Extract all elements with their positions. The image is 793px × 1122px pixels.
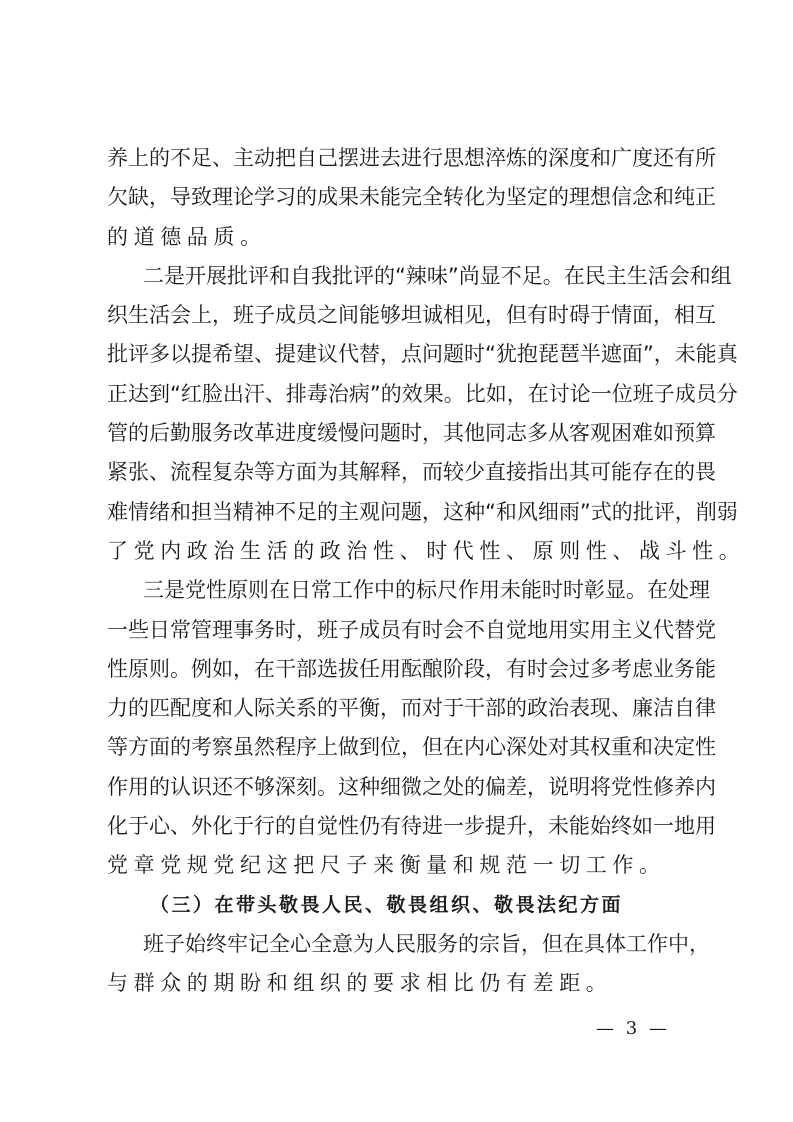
- text-line: 养上的不足、主动把自己摆进去进行思想淬炼的深度和广度还有所: [107, 146, 716, 170]
- text-line: 了党内政治生活的政治性、时代性、原则性、战斗性。: [107, 538, 746, 563]
- section-heading: [107, 886, 689, 925]
- text-line: 班子始终牢记全心全意为人民服务的宗旨，但在具体工作中，: [143, 931, 710, 956]
- text-line: 与群众的期盼和组织的要求相比仍有差距。: [107, 971, 613, 996]
- text-line: 织生活会上，班子成员之间能够坦诚相见，但有时碍于情面，相互: [107, 303, 716, 328]
- text-line: 紧张、流程复杂等方面为其解释，而较少直接指出其可能存在的畏: [107, 460, 716, 485]
- text-line: 管的后勤服务改革进度缓慢问题时，其他同志多从客观困难如预算: [107, 421, 716, 446]
- text-line: 力的匹配度和人际关系的平衡，而对于干部的政治表现、廉洁自律: [107, 696, 716, 721]
- text-line: 的道德品质。: [107, 224, 267, 249]
- text-line: 党章党规党纪这把尺子来衡量和规范一切工作。: [107, 853, 666, 878]
- paragraph: [107, 139, 716, 257]
- document-body: [107, 139, 746, 1004]
- text-line: 化于心、外化于行的自觉性仍有待进一步提升，未能始终如一地用: [107, 814, 716, 839]
- text-line: 二是开展批评和自我批评的“辣味”尚显不足。在民主生活会和组: [143, 263, 732, 288]
- text-line: 难情绪和担当精神不足的主观问题，这种“和风细雨”式的批评，削弱: [107, 499, 738, 524]
- text-line: 三是党性原则在日常工作中的标尺作用未能时时彰显。在处理: [143, 578, 710, 603]
- text-line: 欠缺，导致理论学习的成果未能完全转化为坚定的理想信念和纯正: [107, 185, 716, 210]
- text-line: 批评多以提希望、提建议代替，点问题时“犹抱琵琶半遮面”，未能真: [107, 342, 738, 367]
- paragraph: [107, 257, 746, 571]
- page-number: — 3 —: [596, 1018, 670, 1039]
- text-line: 作用的认识还不够深刻。这种细微之处的偏差，说明将党性修养内: [107, 774, 716, 799]
- text-line: 等方面的考察虽然程序上做到位，但在内心深处对其权重和决定性: [107, 735, 716, 760]
- text-line: （三）在带头敬畏人民、敬畏组织、敬畏法纪方面: [150, 893, 624, 916]
- text-line: 性原则。例如，在干部选拔任用酝酿阶段，有时会过多考虑业务能: [107, 656, 716, 681]
- text-line: 一些日常管理事务时，班子成员有时会不自觉地用实用主义代替党: [107, 617, 716, 642]
- paragraph: [107, 925, 710, 1004]
- text-line: 正达到“红脸出汗、排毒治病”的效果。比如，在讨论一位班子成员分: [107, 381, 738, 406]
- paragraph: [107, 571, 716, 885]
